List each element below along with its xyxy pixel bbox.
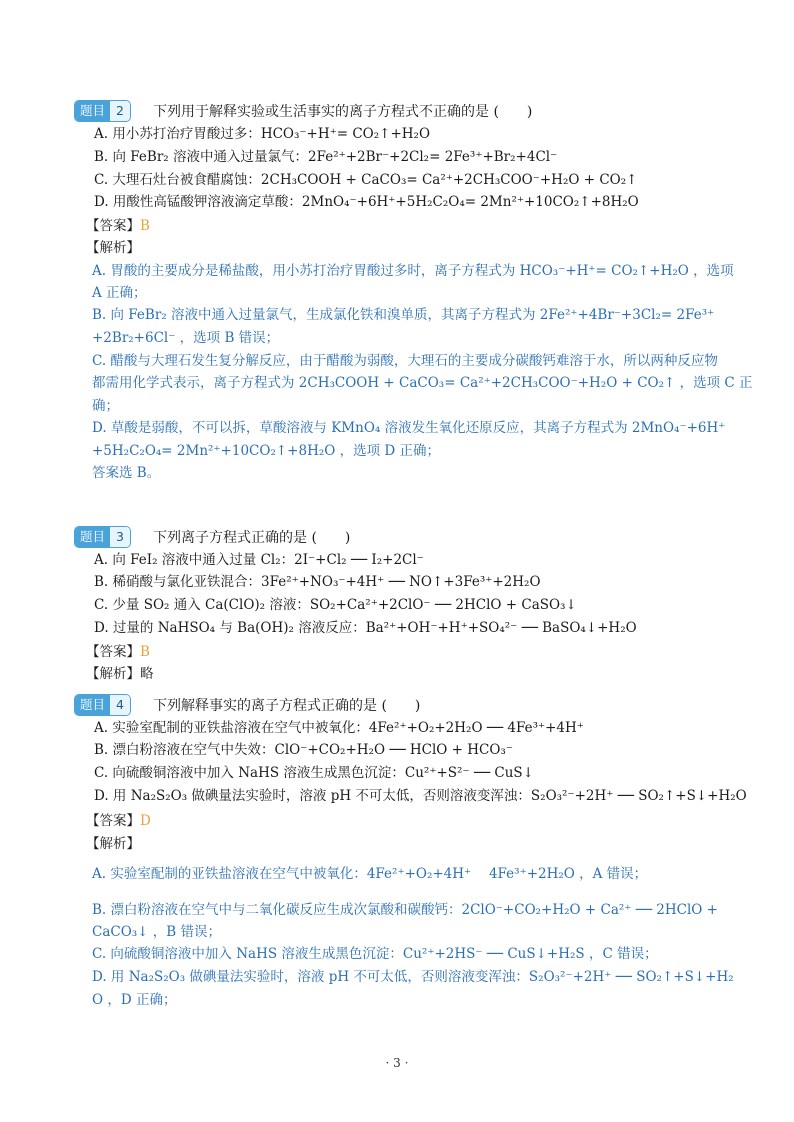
answer-value: D xyxy=(140,813,151,829)
question-badge-number: 3 xyxy=(110,527,130,547)
answer-line xyxy=(86,642,150,662)
option-b: B. 向 FeBr₂ 溶液中通入过量氯气：2Fe²⁺+2Br⁻+2Cl₂= 2Fe³⁺+Br₂+4Cl⁻ xyxy=(94,149,558,165)
analysis-line: C. 向硫酸铜溶液中加入 NaHS 溶液生成黑色沉淀：Cu²⁺+2HS⁻ ── CuS↓+H₂S ，C 错误； xyxy=(92,946,658,962)
question-badge xyxy=(74,526,131,548)
answer-label: 【答案】 xyxy=(86,813,140,829)
analysis-text: 略 xyxy=(140,666,154,682)
analysis-label: 【解析】 xyxy=(86,666,140,682)
option-a: A. 实验室配制的亚铁盐溶液在空气中被氧化：4Fe²⁺+O₂+2H₂O ── 4Fe³⁺+4H⁺ xyxy=(94,720,584,736)
option-d: D. 用 Na₂S₂O₃ 做碘量法实验时，溶液 pH 不可太低，否则溶液变浑浊：S₂O₃²⁻+2H⁺ ── SO₂↑+S↓+H₂O xyxy=(94,788,747,804)
answer-line xyxy=(86,216,150,236)
analysis-line: C. 醋酸与大理石发生复分解反应，由于醋酸为弱酸，大理石的主要成分碳酸钙难溶于水，所以两种反应物 xyxy=(92,353,718,369)
analysis-line: D. 草酸是弱酸，不可以拆，草酸溶液与 KMnO₄ 溶液发生氧化还原反应，其离子方程式为 2MnO₄⁻+6H⁺ xyxy=(92,420,726,436)
analysis-label: 【解析】 xyxy=(86,836,140,852)
analysis-line: A. 胃酸的主要成分是稀盐酸，用小苏打治疗胃酸过多时，离子方程式为 HCO₃⁻+H⁺= CO₂↑+H₂O ，选项 xyxy=(92,263,734,279)
question-3-header xyxy=(74,526,350,548)
question-2-header xyxy=(74,100,532,122)
question-badge-number: 4 xyxy=(110,695,130,715)
page-number: · 3 · xyxy=(385,1056,409,1070)
question-4-header xyxy=(74,694,420,716)
option-a: A. 向 FeI₂ 溶液中通入过量 Cl₂：2I⁻+Cl₂ ── I₂+2Cl⁻ xyxy=(94,552,424,568)
option-c: C. 大理石灶台被食醋腐蚀：2CH₃COOH + CaCO₃= Ca²⁺+2CH₃COO⁻+H₂O + CO₂↑ xyxy=(94,172,638,188)
analysis-line: D. 用 Na₂S₂O₃ 做碘量法实验时，溶液 pH 不可太低，否则溶液变浑浊：S₂O₃²⁻+2H⁺ ── SO₂↑+S↓+H₂ xyxy=(92,969,734,985)
answer-value: B xyxy=(140,218,150,234)
option-a: A. 用小苏打治疗胃酸过多：HCO₃⁻+H⁺= CO₂↑+H₂O xyxy=(94,126,431,142)
answer-label: 【答案】 xyxy=(86,218,140,234)
analysis-line: +2Br₂+6Cl⁻ ，选项 B 错误； xyxy=(92,330,280,346)
analysis-line: A. 实验室配制的亚铁盐溶液在空气中被氧化：4Fe²⁺+O₂+4H⁺ 4Fe³⁺+2H₂O ，A 错误； xyxy=(92,866,648,882)
question-badge xyxy=(74,100,131,122)
analysis-line: CaCO₃↓ ，B 错误； xyxy=(92,924,222,940)
analysis-line: 答案选 B。 xyxy=(92,465,161,481)
analysis-line: O ，D 正确； xyxy=(92,992,177,1008)
option-c: C. 向硫酸铜溶液中加入 NaHS 溶液生成黑色沉淀：Cu²⁺+S²⁻ ── CuS↓ xyxy=(94,765,534,781)
question-badge xyxy=(74,694,131,716)
question-badge-label: 题目 xyxy=(75,695,110,715)
analysis-line xyxy=(86,664,154,684)
analysis-line: B. 漂白粉溶液在空气中与二氧化碳反应生成次氯酸和碳酸钙：2ClO⁻+CO₂+H₂O + Ca²⁺ ── 2HClO + xyxy=(92,902,718,918)
analysis-line: +5H₂C₂O₄= 2Mn²⁺+10CO₂↑+8H₂O ，选项 D 正确； xyxy=(92,443,441,459)
analysis-line: 确； xyxy=(92,398,119,414)
answer-line xyxy=(86,811,151,831)
question-stem: 下列解释事实的离子方程式正确的是 ( ) xyxy=(153,698,421,714)
option-b: B. 稀硝酸与氯化亚铁混合：3Fe²⁺+NO₃⁻+4H⁺ ── NO↑+3Fe³⁺+2H₂O xyxy=(94,574,541,590)
option-d: D. 过量的 NaHSO₄ 与 Ba(OH)₂ 溶液反应：Ba²⁺+OH⁻+H⁺+SO₄²⁻ ── BaSO₄↓+H₂O xyxy=(94,620,637,636)
option-b: B. 漂白粉溶液在空气中失效：ClO⁻+CO₂+H₂O ── HClO + HCO₃⁻ xyxy=(94,742,513,758)
analysis-line: 都需用化学式表示，离子方程式为 2CH₃COOH + CaCO₃= Ca²⁺+2CH₃COO⁻+H₂O + CO₂↑ ，选项 C 正 xyxy=(92,375,753,391)
question-stem: 下列用于解释实验或生活事实的离子方程式不正确的是 ( ) xyxy=(153,104,533,120)
analysis-line: B. 向 FeBr₂ 溶液中通入过量氯气，生成氯化铁和溴单质，其离子方程式为 2Fe²⁺+4Br⁻+3Cl₂= 2Fe³⁺ xyxy=(92,307,715,323)
option-c: C. 少量 SO₂ 通入 Ca(ClO)₂ 溶液：SO₂+Ca²⁺+2ClO⁻ ── 2HClO + CaSO₃↓ xyxy=(94,597,577,613)
answer-value: B xyxy=(140,644,150,660)
question-badge-label: 题目 xyxy=(75,527,110,547)
analysis-label: 【解析】 xyxy=(86,240,140,256)
question-badge-label: 题目 xyxy=(75,101,110,121)
answer-label: 【答案】 xyxy=(86,644,140,660)
option-d: D. 用酸性高锰酸钾溶液滴定草酸：2MnO₄⁻+6H⁺+5H₂C₂O₄= 2Mn²⁺+10CO₂↑+8H₂O xyxy=(94,194,639,210)
analysis-line: A 正确； xyxy=(92,285,147,301)
question-badge-number: 2 xyxy=(110,101,130,121)
question-stem: 下列离子方程式正确的是 ( ) xyxy=(153,530,351,546)
